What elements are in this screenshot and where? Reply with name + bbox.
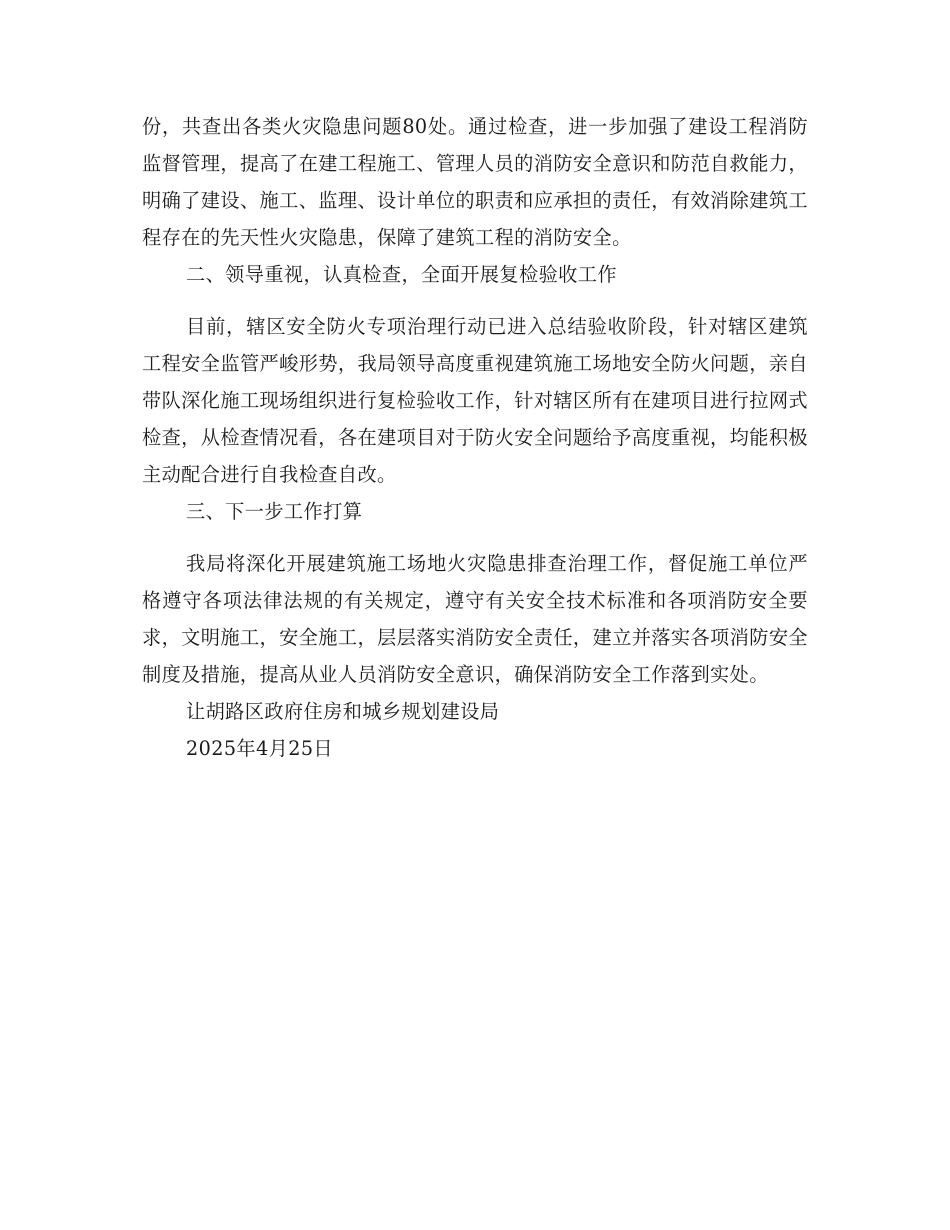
signature-date: 2025年4月25日 <box>186 737 334 760</box>
section-heading-2: 二、领导重视，认真检查，全面开展复检验收工作 <box>186 263 617 286</box>
document-body <box>142 108 808 767</box>
paragraph-inspection-results: 份，共查出各类火灾隐患问题80处。通过检查，进一步加强了建设工程消防监督管理，提高了在建工程施工、管理人员的消防安全意识和防范自救能力，明确了建设、施工、监理、设计单位的职责和应承担的责任，有效消除建筑工程存在的先天性火灾隐患，保障了建筑工程的消防安全。 <box>142 115 808 249</box>
signature-organization: 让胡路区政府住房和城乡规划建设局 <box>186 700 500 723</box>
paragraph-next-steps: 我局将深化开展建筑施工场地火灾隐患排查治理工作，督促施工单位严格遵守各项法律法规的有关规定，遵守有关安全技术标准和各项消防安全要求，文明施工，安全施工，层层落实消防安全责任，建立并落实各项消防安全制度及措施，提高从业人员消防安全意识，确保消防安全工作落到实处。 <box>142 552 808 686</box>
section-heading-3: 三、下一步工作打算 <box>186 500 363 523</box>
paragraph-review-acceptance: 目前，辖区安全防火专项治理行动已进入总结验收阶段，针对辖区建筑工程安全监管严峻形势，我局领导高度重视建筑施工场地安全防火问题，亲自带队深化施工现场组织进行复检验收工作，针对辖区所有在建项目进行拉网式检查，从检查情况看，各在建项目对于防火安全问题给予高度重视，均能积极主动配合进行自我检查自改。 <box>142 315 808 486</box>
